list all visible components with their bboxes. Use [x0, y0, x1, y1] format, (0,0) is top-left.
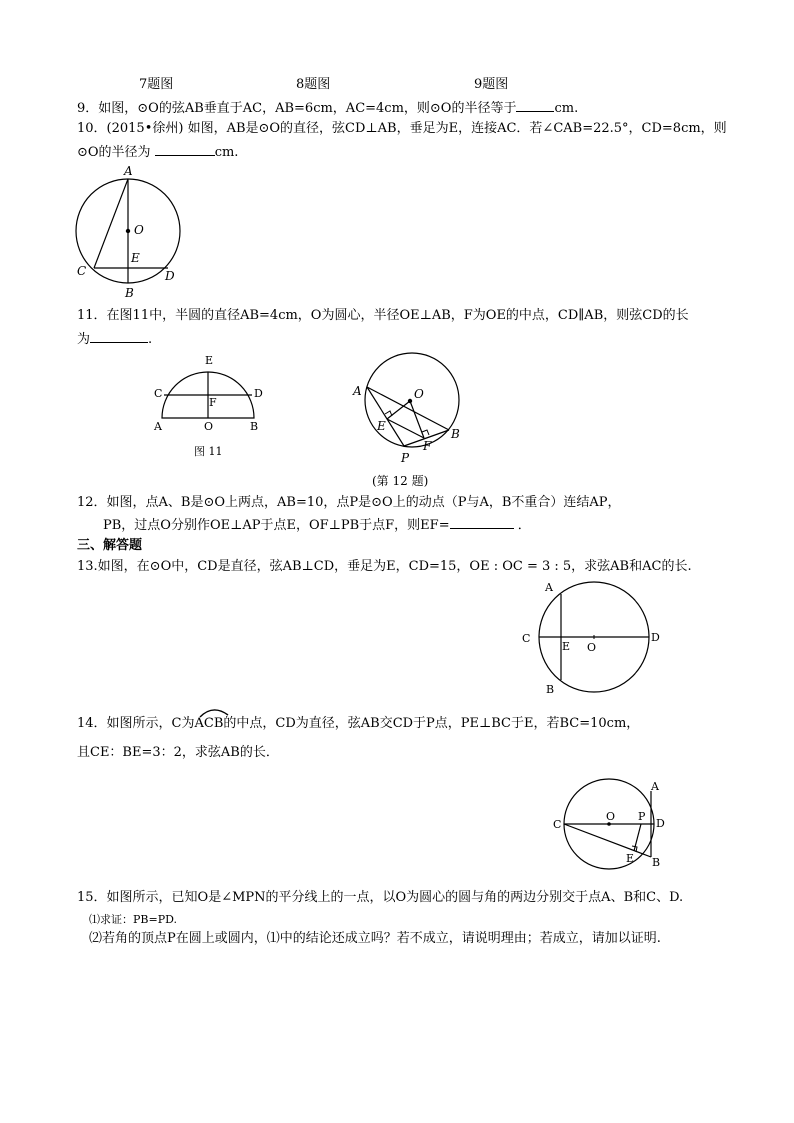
fig12-label-p: P — [401, 451, 410, 465]
fig11-label-o: O — [204, 420, 214, 433]
figure-13 — [515, 578, 670, 698]
question-9-text: 9．如图，⊙O的弦AB垂直于AC，AB=6cm，AC=4cm，则⊙O的半径等于 — [77, 101, 517, 116]
answer-blank-9 — [516, 100, 554, 112]
fig10-label-a: A — [124, 164, 133, 178]
fig8-caption: 8题图 — [296, 77, 331, 92]
fig11-caption: 图 11 — [194, 445, 223, 458]
fig14-segment-cb — [564, 824, 651, 857]
fig10-center-dot — [126, 229, 130, 233]
question-15-sub2: ⑵若角的顶点P在圆上或圆内，⑴中的结论还成立吗？若不成立，请说明理由；若成立，请加以证明. — [89, 931, 661, 946]
figure-12 — [345, 350, 475, 490]
fig10-label-e: E — [131, 251, 140, 265]
answer-blank-10 — [155, 144, 215, 156]
fig11-label-b: B — [250, 420, 259, 433]
question-10-line1: 10．(2015•徐州) 如图，AB是⊙O的直径，弦CD⊥AB，垂足为E，连接AC．若∠CAB=22.5°，CD=8cm，则 — [77, 121, 727, 136]
fig10-label-d: D — [165, 269, 175, 283]
question-11-line2 — [77, 331, 152, 348]
fig12-label-e: E — [377, 419, 386, 433]
fig13-label-c: C — [522, 632, 531, 645]
fig11-label-e: E — [205, 354, 214, 367]
fig14-label-p: P — [638, 810, 646, 823]
fig10-label-c: C — [77, 264, 87, 278]
fig11-label-f: F — [209, 396, 217, 409]
fig10-segment-ac — [94, 179, 128, 268]
question-12-line2-tail: ． — [517, 518, 531, 533]
fig14-label-c: C — [553, 818, 562, 831]
question-14-line2: 且CE：BE=3：2，求弦AB的长． — [77, 745, 279, 760]
fig14-label-a: A — [651, 780, 659, 793]
fig13-label-b: B — [546, 683, 555, 696]
fig13-label-e: E — [562, 640, 571, 653]
arc-symbol-acb — [196, 703, 236, 721]
fig14-label-e: E — [626, 852, 635, 865]
fig13-label-o: O — [587, 641, 597, 654]
question-10-line2-pre: ⊙O的半径为 — [77, 145, 151, 160]
fig12-caption: (第 12 题) — [372, 474, 429, 488]
fig11-label-d: D — [254, 387, 263, 400]
question-11-line2-tail: . — [148, 332, 153, 347]
fig9-caption: 9题图 — [474, 77, 509, 92]
question-12-line1: 12．如图，点A、B是⊙O上两点，AB=10，点P是⊙O上的动点（P与A，B不重合）连结AP， — [77, 495, 621, 510]
fig13-label-a: A — [545, 581, 553, 594]
question-11-line1: 11．在图11中，半圆的直径AB=4cm，O为圆心，半径OE⊥AB，F为OE的中点，CD∥AB，则弦CD的长 — [77, 308, 689, 323]
fig14-label-d: D — [656, 817, 665, 830]
question-11-line2-pre: 为 — [77, 332, 91, 347]
fig10-label-b: B — [125, 286, 134, 300]
fig12-label-b: B — [451, 427, 460, 441]
fig12-label-f: F — [423, 439, 432, 453]
question-10-line2-tail: cm. — [214, 145, 239, 160]
question-9 — [77, 100, 578, 117]
question-15-line1: 15．如图所示，已知O是∠MPN的平分线上的一点，以O为圆心的圆与角的两边分别交于点A、B和C、D. — [77, 890, 684, 905]
section-3-heading: 三、解答题 — [77, 538, 143, 553]
fig7-caption: 7题图 — [139, 77, 174, 92]
fig12-chord-ap — [367, 387, 404, 446]
question-12-line2 — [103, 517, 531, 534]
figure-10 — [70, 160, 190, 300]
question-13: 13.如图，在⊙O中，CD是直径，弦AB⊥CD，垂足为E，CD=15，OE : OC = 3 : 5，求弦AB和AC的长. — [77, 559, 692, 574]
fig14-label-b: B — [652, 856, 661, 869]
question-15-sub1: ⑴求证：PB=PD. — [89, 913, 178, 926]
figure-11 — [148, 350, 268, 460]
figure-14 — [550, 778, 680, 874]
answer-blank-12 — [450, 517, 514, 529]
fig10-label-o: O — [134, 223, 144, 237]
fig11-label-c: C — [154, 387, 163, 400]
fig12-label-o: O — [414, 387, 424, 401]
question-12-line2-pre: PB，过点O分别作OE⊥AP于点E，OF⊥PB于点F，则EF= — [103, 518, 450, 533]
answer-blank-11 — [90, 331, 148, 343]
arc-stroke — [200, 710, 228, 717]
question-9-tail: cm. — [554, 101, 579, 116]
fig14-label-o: O — [606, 810, 616, 823]
fig11-label-a: A — [154, 420, 162, 433]
question-14-line1: 14．如图所示，C为ACB的中点，CD为直径，弦AB交CD于P点，PE⊥BC于E，若BC=10cm， — [77, 716, 640, 731]
fig13-label-d: D — [651, 631, 660, 644]
fig12-label-a: A — [353, 384, 362, 398]
fig12-center-dot — [408, 399, 412, 403]
question-10-line2 — [77, 144, 238, 161]
